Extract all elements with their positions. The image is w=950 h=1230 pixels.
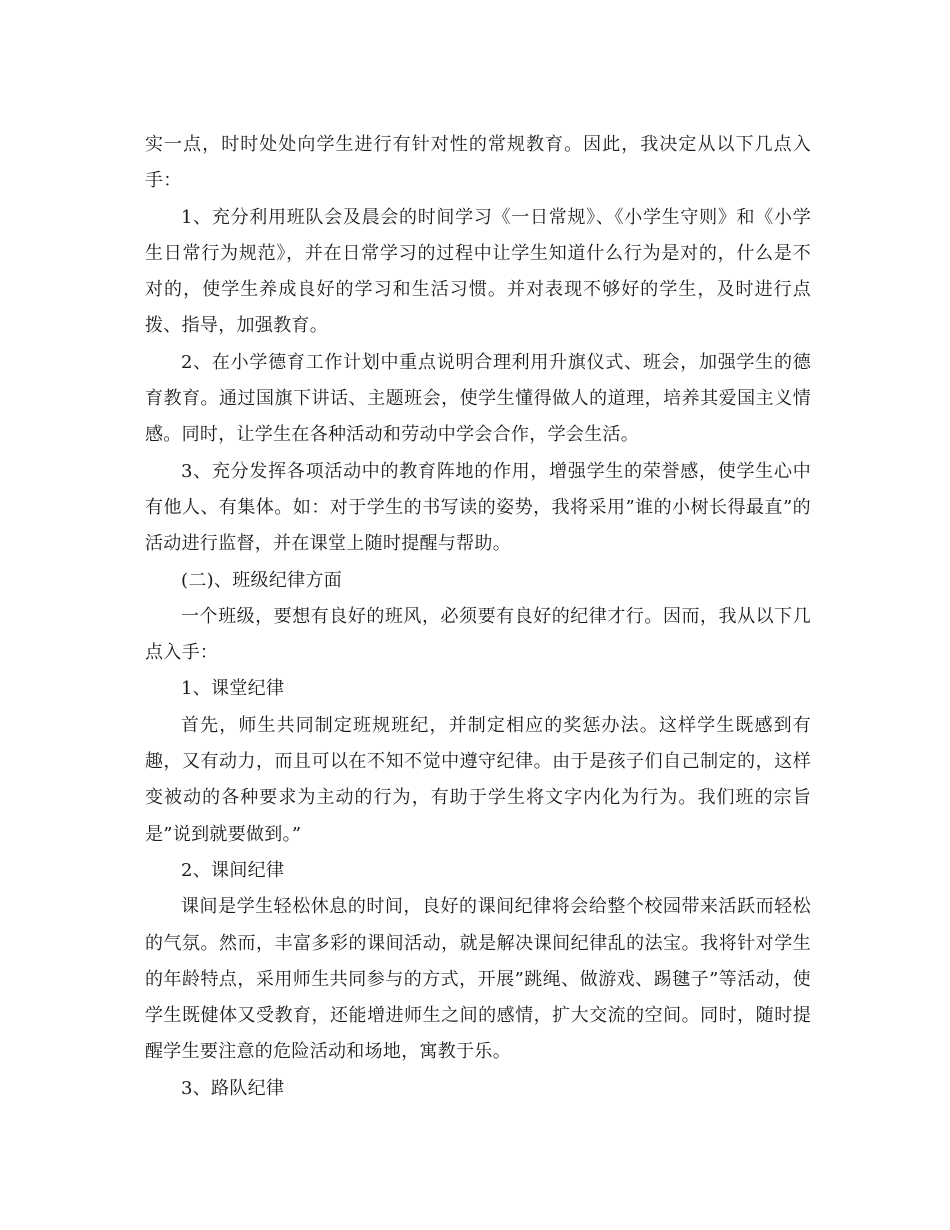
document-body (145, 127, 811, 1107)
paragraph: 1、充分利用班队会及晨会的时间学习《一日常规》、《小学生守则》和《小学生日常行为规范》，并在日常学习的过程中让学生知道什么行为是对的，什么是不对的，使学生养成良好的学习和生活习惯。并对表现不够好的学生，及时进行点拨、指导，加强教育。 (145, 206, 811, 337)
subsection-heading: 1、课堂纪律 (181, 678, 285, 700)
subsection-heading: 2、课间纪律 (181, 859, 285, 881)
paragraph: 一个班级，要想有良好的班风，必须要有良好的纪律才行。因而，我从以下几点入手： (145, 605, 811, 664)
subsection-heading: 3、路队纪律 (181, 1077, 285, 1099)
paragraph: 3、充分发挥各项活动中的教育阵地的作用，增强学生的荣誉感，使学生心中有他人、有集体。如：对于学生的书写读的姿势，我将采用”谁的小树长得最直”的活动进行监督，并在课堂上随时提醒与帮助。 (145, 460, 811, 555)
paragraph: 2、在小学德育工作计划中重点说明合理利用升旗仪式、班会，加强学生的德育教育。通过国旗下讲话、主题班会，使学生懂得做人的道理，培养其爱国主义情感。同时，让学生在各种活动和劳动中学会合作，学会生活。 (145, 351, 811, 446)
paragraph: 实一点，时时处处向学生进行有针对性的常规教育。因此，我决定从以下几点入手： (145, 134, 811, 192)
paragraph: 首先，师生共同制定班规班纪，并制定相应的奖惩办法。这样学生既感到有趣，又有动力，而且可以在不知不觉中遵守纪律。由于是孩子们自己制定的，这样变被动的各种要求为主动的行为，有助于学生将文字内化为行为。我们班的宗旨是”说到就要做到。” (145, 714, 811, 845)
paragraph: 课间是学生轻松休息的时间，良好的课间纪律将会给整个校园带来活跃而轻松的气氛。然而，丰富多彩的课间活动，就是解决课间纪律乱的法宝。我将针对学生的年龄特点，采用师生共同参与的方式，开展”跳绳、做游戏、踢毽子”等活动，使学生既健体又受教育，还能增进师生之间的感情，扩大交流的空间。同时，随时提醒学生要注意的危险活动和场地，寓教于乐。 (145, 896, 811, 1063)
section-heading: (二)、班级纪律方面 (181, 569, 343, 591)
